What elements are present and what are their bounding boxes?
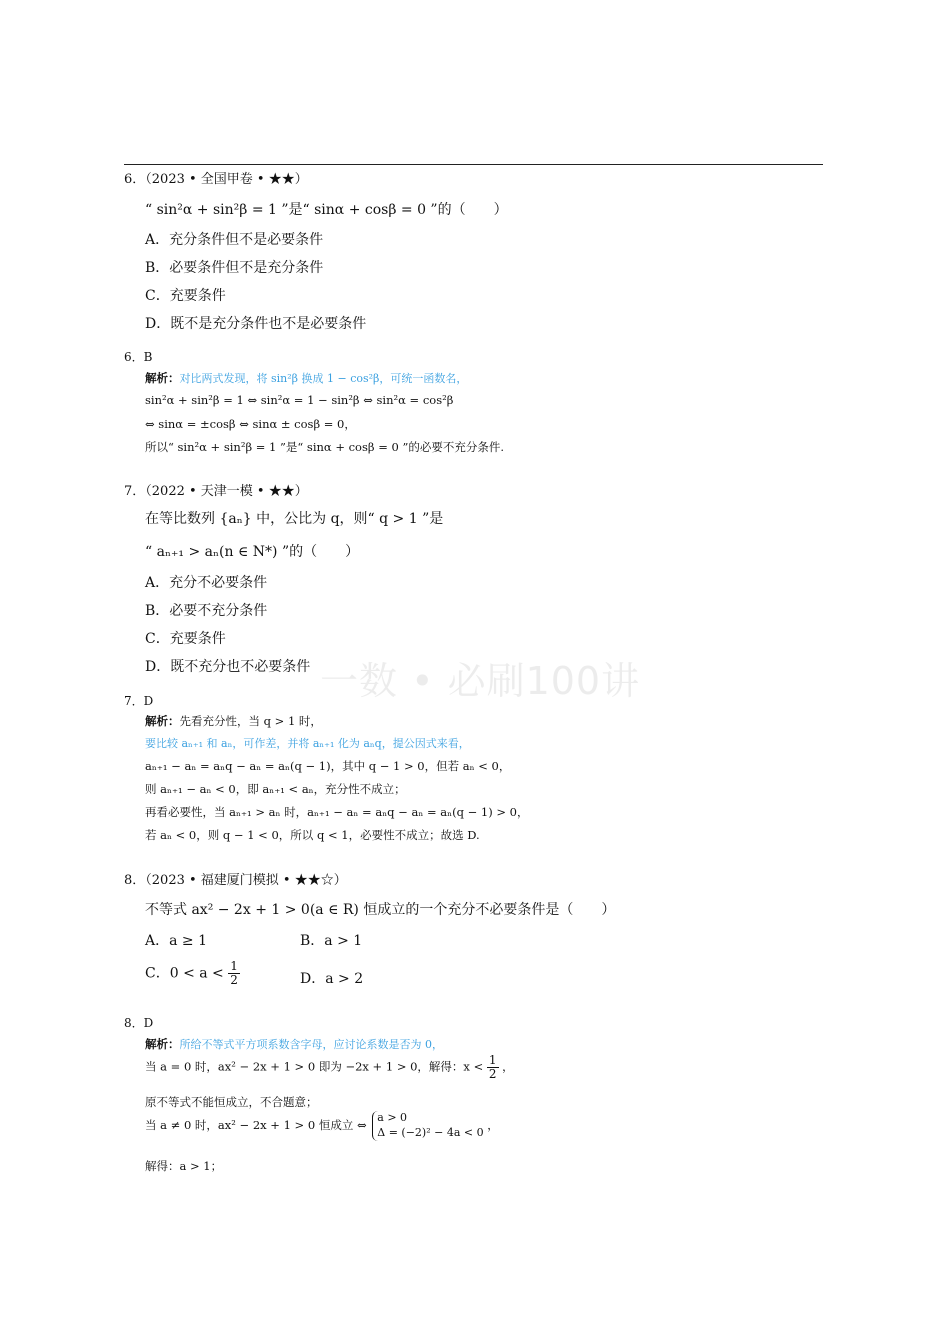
q8-solution-line-3 (145, 1111, 499, 1141)
q7-solution-hint: 要比较 aₙ₊₁ 和 aₙ，可作差，并将 aₙ₊₁ 化为 aₙq，提公因式来看， (145, 737, 470, 750)
q8-solution-intro (145, 1036, 443, 1052)
q7-solution-line-1: aₙ₊₁ − aₙ = aₙq − aₙ = aₙ(q − 1)，其中 q − 1 > 0，但若 aₙ < 0， (145, 759, 511, 773)
q8-line3-post: ， (487, 1117, 499, 1132)
q8-line3-text: 当 a ≠ 0 时，ax² − 2x + 1 > 0 恒成立 ⇔ (145, 1117, 367, 1132)
q8-option-c-fraction (228, 960, 240, 987)
q6-solution-line-3: 所以“ sin²α + sin²β = 1 ”是“ sinα + cosβ = 0 ”的必要不充分条件. (145, 440, 504, 454)
q6-stem: “ sin²α + sin²β = 1 ”是“ sinα + cosβ = 0 ”的（ ） (145, 202, 508, 218)
q6-solution-line-2: ⇔ sinα = ±cosβ ⇔ sinα ± cosβ = 0， (145, 417, 356, 431)
q6-solution-label: 解析： (145, 371, 180, 385)
q8-line1-denominator: 2 (488, 1067, 497, 1082)
q7-option-d: D．既不充分也不必要条件 (145, 659, 311, 675)
q7-solution-intro (145, 713, 322, 729)
q6-solution-line-1: sin²α + sin²β = 1 ⇔ sin²α = 1 − sin²β ⇔ sin²α = cos²β (145, 393, 454, 407)
q8-header: 8．（2023 • 福建厦门模拟 • ★★☆） (124, 873, 347, 888)
q7-header: 7．（2022 • 天津一模 • ★★） (124, 484, 308, 499)
q8-stem: 不等式 ax² − 2x + 1 > 0(a ∈ R) 恒成立的一个充分不必要条件是（ ） (145, 902, 616, 918)
q7-answer: 7．D (124, 694, 154, 708)
q8-line3-condition-1: a > 0 (377, 1111, 408, 1124)
q6-solution-intro (145, 370, 467, 386)
q7-stem-line-1: 在等比数列 {aₙ} 中，公比为 q，则“ q > 1 ”是 (145, 511, 444, 527)
q7-option-c: C．充要条件 (145, 631, 226, 647)
q8-solution-line-1 (145, 1054, 514, 1081)
q6-option-a: A．充分条件但不是必要条件 (145, 232, 324, 248)
q7-option-a: A．充分不必要条件 (145, 575, 268, 591)
q8-line1-numerator: 1 (488, 1053, 497, 1067)
q6-answer: 6．B (124, 350, 153, 364)
q7-solution-line-2: 则 aₙ₊₁ − aₙ < 0，即 aₙ₊₁ < aₙ，充分性不成立； (145, 782, 406, 796)
header-rule (124, 164, 823, 165)
q8-solution-line-4: 解得：a > 1； (145, 1159, 223, 1173)
q8-line3-system (372, 1111, 483, 1141)
q8-option-a: A．a ≥ 1 (145, 933, 207, 949)
q8-solution-line-2: 原不等式不能恒成立，不合题意； (145, 1095, 318, 1109)
q7-solution-line-3: 再看必要性，当 aₙ₊₁ > aₙ 时，aₙ₊₁ − aₙ = aₙq − aₙ = aₙ(q − 1) > 0， (145, 805, 529, 819)
q6-option-d: D．既不是充分条件也不是必要条件 (145, 316, 367, 332)
q6-option-c: C．充要条件 (145, 288, 226, 304)
q6-option-b: B．必要条件但不是充分条件 (145, 260, 324, 276)
q6-solution-hint: 对比两式发现，将 sin²β 换成 1 − cos²β，可统一函数名， (179, 372, 468, 385)
q7-option-b: B．必要不充分条件 (145, 603, 268, 619)
q7-solution-line-4: 若 aₙ < 0，则 q − 1 < 0，所以 q < 1，必要性不成立；故选 D. (145, 828, 480, 842)
watermark: 一数 • 必刷100讲 (320, 659, 641, 703)
q8-answer: 8．D (124, 1016, 154, 1030)
q7-solution-label: 解析： (145, 714, 180, 728)
q8-option-c-text: C．0 < a < (145, 965, 224, 982)
q6-header: 6．（2023 • 全国甲卷 • ★★） (124, 172, 308, 187)
q8-option-c-denominator: 2 (230, 973, 238, 988)
q8-solution-label: 解析： (145, 1037, 180, 1051)
q7-solution-first: 先看充分性，当 q > 1 时， (179, 714, 322, 728)
q8-line1-text: 当 a = 0 时，ax² − 2x + 1 > 0 即为 −2x + 1 > 0，解得：x < (145, 1059, 484, 1074)
q8-line1-post: ， (502, 1059, 514, 1074)
q8-solution-hint: 所给不等式平方项系数含字母，应讨论系数是否为 0， (179, 1038, 443, 1051)
q8-option-c (145, 960, 240, 987)
q8-option-d: D．a > 2 (300, 971, 364, 987)
q8-option-c-numerator: 1 (230, 959, 238, 973)
q8-line3-condition-2: Δ = (−2)² − 4a < 0 (377, 1125, 484, 1139)
q7-stem-line-2: “ aₙ₊₁ > aₙ(n ∈ N*) ”的（ ） (145, 544, 360, 560)
q8-option-b: B．a > 1 (300, 933, 363, 949)
q8-line1-fraction (487, 1054, 499, 1081)
